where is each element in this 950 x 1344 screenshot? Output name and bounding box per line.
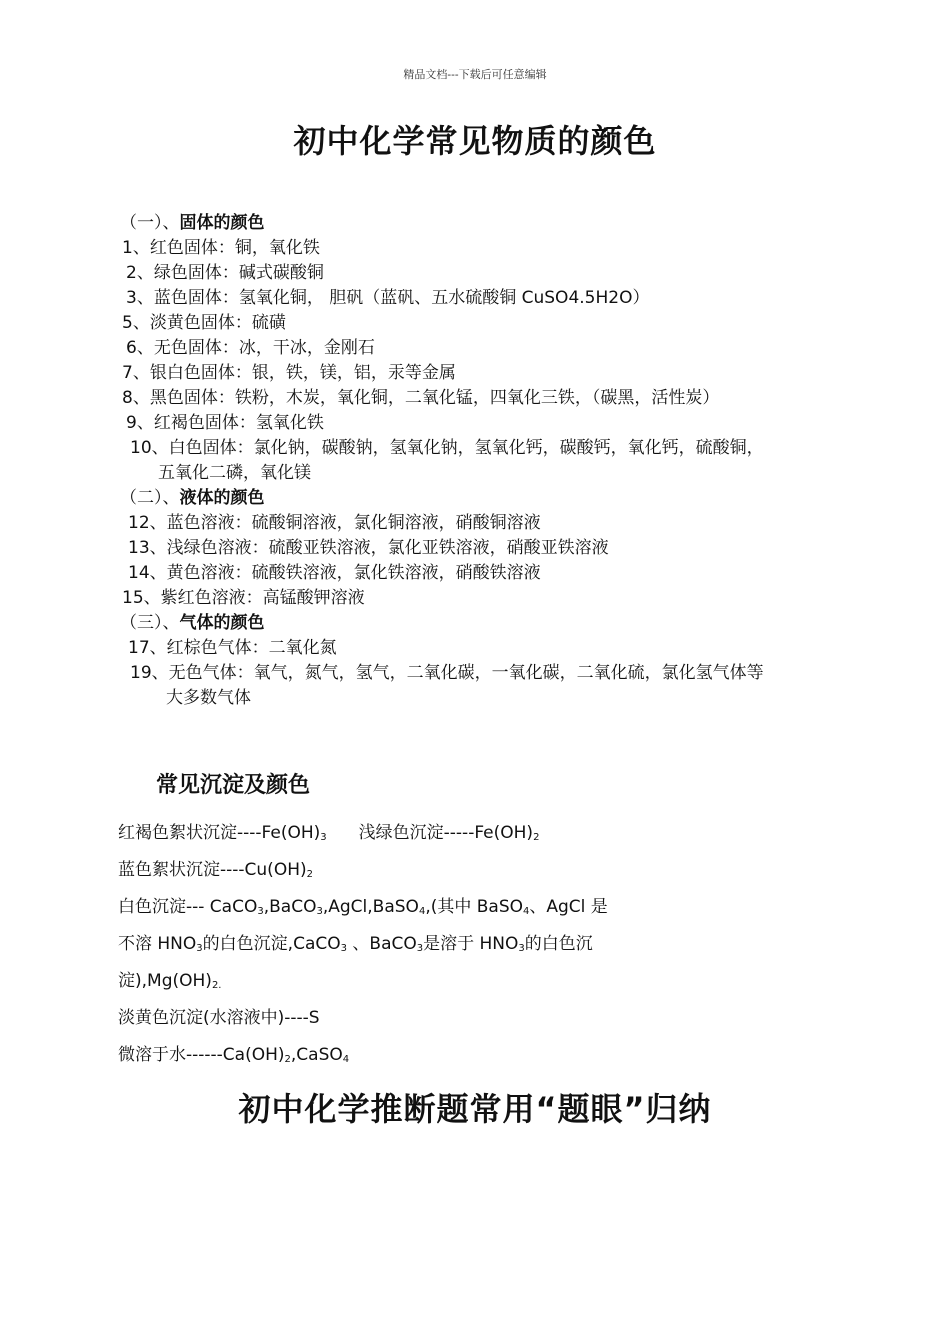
list-item: 6、无色固体：冰，干冰，金刚石: [126, 338, 375, 358]
precipitate-line: 红褐色絮状沉淀$----Fe(OH)_3$ 浅绿色沉淀$-----Fe(OH)_2$: [118, 823, 540, 843]
list-item: 10、白色固体：氯化钠，碳酸钠，氢氧化钠，氢氧化钙，碳酸钙，氧化钙，硫酸铜，: [130, 438, 764, 458]
section-number: （二）、: [120, 488, 180, 508]
section-label: 固体的颜色: [179, 213, 265, 233]
list-item: 9、红褐色固体：氢氧化铁: [126, 413, 324, 433]
precipitate-line: 淡黄色沉淀(水溶液中)----S: [118, 1008, 320, 1028]
next-section-title: 初中化学推断题常用“题眼”归纳: [238, 1090, 712, 1128]
precipitate-line: 淀)$,Mg(OH)_{2.}$: [118, 971, 222, 991]
section-label: 液体的颜色: [179, 488, 265, 508]
list-item: 17、红棕色气体：二氧化氮: [128, 638, 337, 658]
section-heading-liquids: [120, 487, 265, 509]
list-item: 15、紫红色溶液：高锰酸钾溶液: [122, 588, 365, 608]
list-item: 14、黄色溶液：硫酸铁溶液，氯化铁溶液，硝酸铁溶液: [128, 563, 541, 583]
list-item: 8、黑色固体：铁粉，木炭，氧化铜，二氧化锰，四氧化三铁，（碳黑，活性炭）: [122, 388, 720, 408]
precipitate-line: 微溶于水$------Ca(OH)_2,CaSO_4$: [118, 1045, 350, 1065]
list-item-continuation: 五氧化二磷，氧化镁: [158, 463, 311, 483]
list-item: 19、无色气体：氧气，氮气，氢气，二氧化碳，一氧化碳，二氧化硫，氯化氢气体等: [130, 663, 764, 683]
document-title: 初中化学常见物质的颜色: [293, 122, 657, 160]
list-item: 12、蓝色溶液：硫酸铜溶液，氯化铜溶液，硝酸铜溶液: [128, 513, 541, 533]
section-heading-gases: [120, 612, 265, 634]
list-item: 5、淡黄色固体：硫磺: [122, 313, 286, 333]
list-item-continuation: 大多数气体: [166, 688, 251, 708]
precipitate-line: 蓝色絮状沉淀$----Cu(OH)_2$: [118, 860, 313, 880]
list-item: 7、银白色固体：银，铁，镁，铝，汞等金属: [122, 363, 456, 383]
list-item: 1、红色固体：铜，氧化铁: [122, 238, 320, 258]
section-number: （一）、: [120, 213, 180, 233]
section-title-precipitates: 常见沉淀及颜色: [156, 773, 311, 798]
precipitate-line: 不溶 $HNO_3$的白色沉淀,CaCO$_3$ 、BaCO$_3$是溶于 $HNO_3$的白色沉: [118, 934, 593, 954]
section-label: 气体的颜色: [179, 613, 265, 633]
page-header: 精品文档---下载后可任意编辑: [403, 68, 547, 81]
section-number: （三）、: [120, 613, 180, 633]
list-item: 2、绿色固体：碱式碳酸铜: [126, 263, 324, 283]
section-heading-solids: [120, 212, 265, 234]
list-item: 13、浅绿色溶液：硫酸亚铁溶液，氯化亚铁溶液，硝酸亚铁溶液: [128, 538, 609, 558]
list-item: 3、蓝色固体：氢氧化铜， 胆矾（蓝矾、五水硫酸铜 CuSO4.5H2O）: [126, 288, 650, 308]
precipitate-line: 白色沉淀--- CaCO$_3$,BaCO$_3$,AgCl,BaSO$_4$,(其中 BaSO$_4$、AgCl 是: [118, 897, 608, 917]
